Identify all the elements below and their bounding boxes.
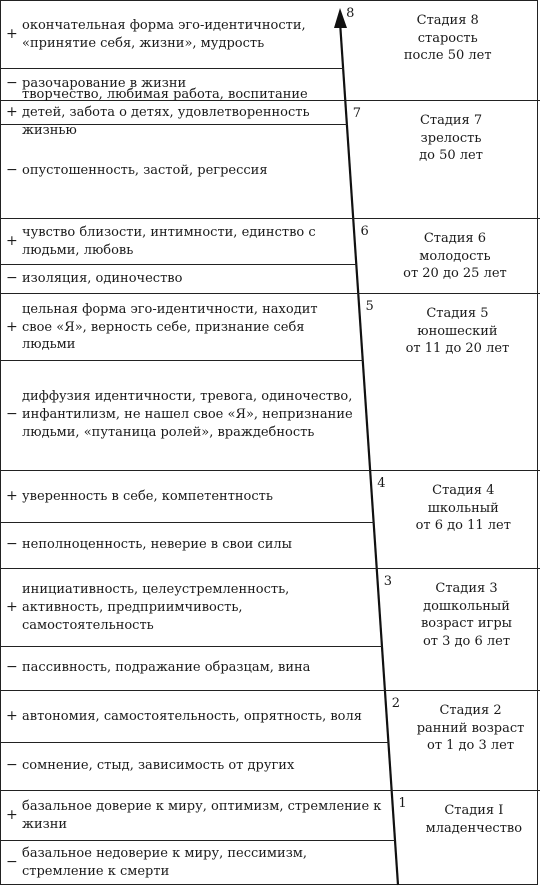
stage-age: зрелость xyxy=(420,130,482,146)
negative-outcome-text: базальное недоверие к миру, пессимизм, стремление к смерти xyxy=(22,845,308,879)
plus-sign: + xyxy=(6,233,18,250)
positive-outcome xyxy=(6,792,384,840)
stage-number: 8 xyxy=(346,6,355,21)
stage-divider xyxy=(0,690,540,691)
minus-sign: − xyxy=(6,406,18,423)
plus-sign: + xyxy=(6,26,18,43)
negative-outcome-text: разочарование в жизни xyxy=(22,76,187,92)
positive-outcome-text: творчество, любимая работа, воспитание детей, забота о детях, удовлетворенность жизнью xyxy=(22,87,310,138)
minus-sign: − xyxy=(6,162,18,179)
positive-outcome xyxy=(6,472,363,522)
negative-outcome-text: диффузия идентичности, тревога, одиночество, инфантилизм, не нашел свое «Я», непризнание людьми, «путаница ролей», враждебность xyxy=(22,389,353,440)
positive-outcome-text: окончательная форма эго-идентичности, «принятие себя, жизни», мудрость xyxy=(22,18,306,51)
positive-outcome-text: цельная форма эго-идентичности, находит свое «Я», верность себе, признание себя людьми xyxy=(22,301,318,353)
positive-outcome-text: автономия, самостоятельность, опрятность, воля xyxy=(22,709,362,725)
positive-outcome-text: базальное доверие к миру, оптимизм, стремление к жизни xyxy=(22,799,382,832)
stage-divider xyxy=(0,293,540,294)
positive-outcome xyxy=(6,2,331,68)
stage-divider xyxy=(0,470,540,471)
stage-label xyxy=(368,112,534,165)
negative-outcome-text: неполноценность, неверие в свои силы xyxy=(22,537,293,553)
negative-outcome-text: пассивность, подражание образцам, вина xyxy=(22,660,311,676)
negative-outcome xyxy=(6,646,374,690)
plus-sign: + xyxy=(6,104,18,121)
minus-sign: − xyxy=(6,269,18,286)
positive-outcome xyxy=(6,295,351,360)
stage-age: от 6 до 11 лет xyxy=(415,518,511,534)
stage-age: молодость xyxy=(419,248,491,264)
stage-label xyxy=(414,802,534,837)
negative-outcome xyxy=(6,522,366,568)
positive-outcome-text: чувство близости, интимности, единство с людьми, любовь xyxy=(22,225,316,258)
positive-outcome xyxy=(6,220,346,264)
stage-number: 6 xyxy=(360,224,369,239)
positive-outcome xyxy=(6,87,338,138)
negative-outcome xyxy=(6,360,355,470)
stage-age: юношеский xyxy=(417,323,498,339)
stage-divider xyxy=(0,568,540,569)
stage-age: младенчество xyxy=(425,820,523,836)
positive-outcome xyxy=(6,692,377,742)
minus-sign: − xyxy=(6,757,18,774)
stage-title: Стадия 3 xyxy=(435,581,498,596)
minus-sign: − xyxy=(6,659,18,676)
plus-sign: + xyxy=(6,318,18,335)
stage-age: старость xyxy=(417,30,478,46)
plus-sign: + xyxy=(6,599,18,616)
stage-title: Стадия 4 xyxy=(432,483,495,498)
positive-outcome-text: инициативность, целеустремленность, активность, предприимчивость, самостоятельность xyxy=(22,582,290,633)
stage-age: от 3 до 6 лет xyxy=(422,633,511,649)
stage-label xyxy=(361,12,534,65)
stage-title: Стадия 7 xyxy=(419,113,483,128)
stage-number: 1 xyxy=(398,796,407,811)
stage-title: Стадия 6 xyxy=(423,231,487,246)
stage-age: от 1 до 3 лет xyxy=(427,738,515,754)
arrow-head xyxy=(334,8,347,28)
negative-outcome xyxy=(6,124,340,218)
stage-number: 2 xyxy=(391,696,401,711)
stage-age: ранний возраст xyxy=(416,720,525,736)
plus-sign: + xyxy=(6,708,18,725)
positive-outcome xyxy=(6,570,369,646)
stage-age: возраст игры xyxy=(420,616,513,632)
stage-title: Стадия I xyxy=(444,803,504,818)
stage-number: 5 xyxy=(365,299,374,314)
stage-divider xyxy=(0,790,540,791)
stage-age: до 50 лет xyxy=(419,148,483,164)
stage-divider xyxy=(0,218,540,219)
negative-outcome-text: опустошенность, застой, регрессия xyxy=(22,163,268,179)
minus-sign: − xyxy=(6,75,18,92)
stage-label xyxy=(393,482,534,535)
stage-label xyxy=(399,580,534,650)
plus-sign: + xyxy=(6,807,18,824)
stage-age: от 11 до 20 лет xyxy=(405,341,510,357)
negative-outcome xyxy=(6,840,387,885)
minus-sign: − xyxy=(6,853,18,870)
stage-label xyxy=(407,702,534,755)
stage-label xyxy=(376,230,534,283)
negative-outcome-text: сомнение, стыд, зависимость от других xyxy=(22,758,295,774)
stage-title: Стадия 8 xyxy=(416,13,479,28)
positive-outcome-text: уверенность в себе, компетентность xyxy=(22,489,273,505)
stage-title: Стадия 2 xyxy=(439,703,502,718)
negative-outcome xyxy=(6,264,349,293)
stage-age: школьный xyxy=(427,500,499,516)
negative-outcome-text: изоляция, одиночество xyxy=(22,270,183,286)
stage-number: 7 xyxy=(352,106,362,121)
stage-number: 4 xyxy=(377,476,386,491)
stage-age: дошкольный xyxy=(423,598,510,614)
stage-label xyxy=(381,305,534,358)
plus-sign: + xyxy=(6,488,18,505)
stage-age: от 20 до 25 лет xyxy=(403,266,507,282)
negative-outcome xyxy=(6,742,381,790)
stage-age: после 50 лет xyxy=(403,48,492,64)
stage-number: 3 xyxy=(383,574,392,589)
stage-title: Стадия 5 xyxy=(426,306,489,321)
minus-sign: − xyxy=(6,536,18,553)
